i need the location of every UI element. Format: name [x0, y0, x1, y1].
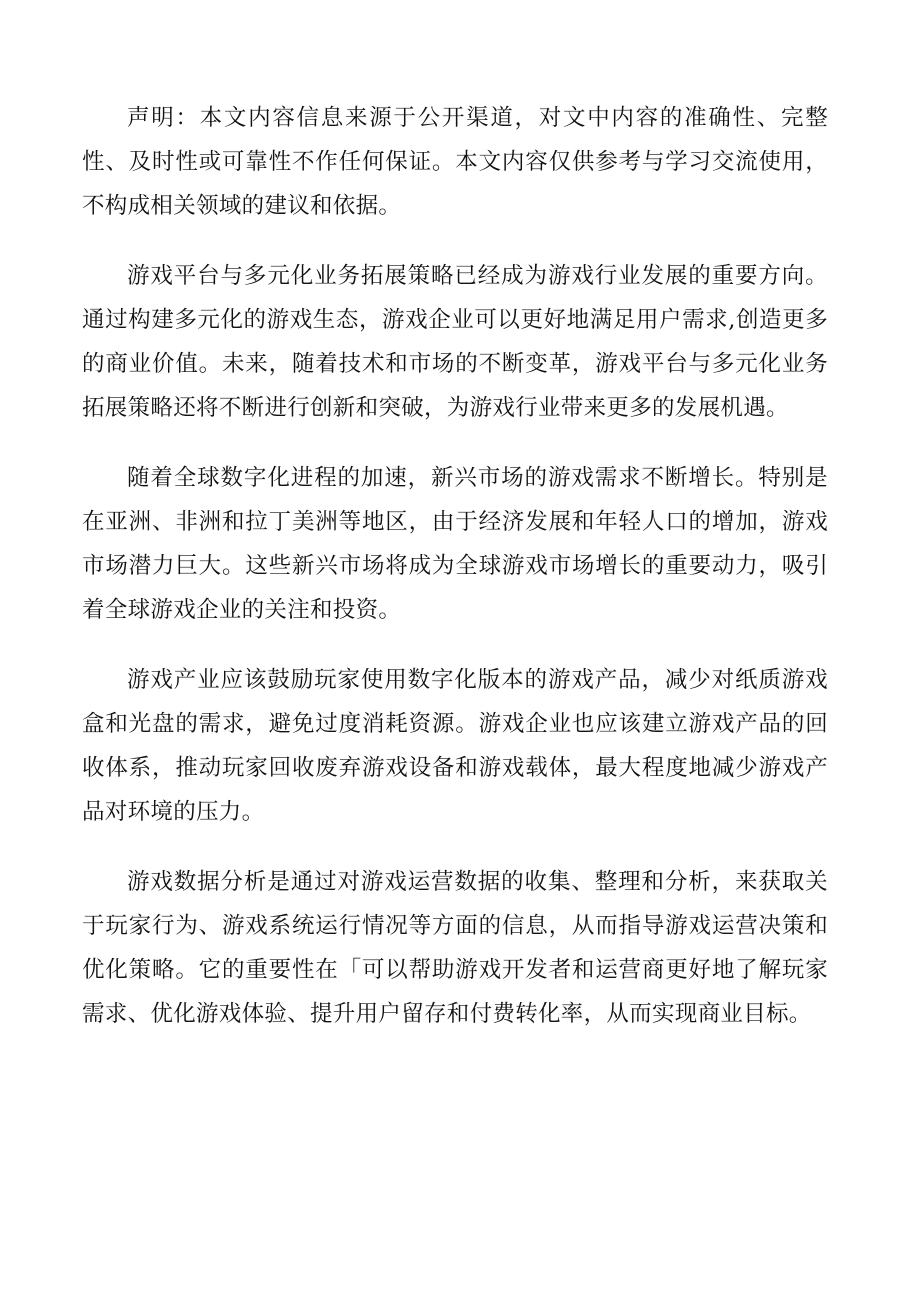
paragraph-disclaimer: 声明：本文内容信息来源于公开渠道，对文中内容的准确性、完整性、及时性或可靠性不作任何保证。本文内容仅供参考与学习交流使用，不构成相关领域的建议和依据。: [82, 105, 828, 219]
paragraph-emerging-markets: 随着全球数字化进程的加速，新兴市场的游戏需求不断增长。特别是在亚洲、非洲和拉丁美洲等地区，由于经济发展和年轻人口的增加，游戏市场潜力巨大。这些新兴市场将成为全球游戏市场增长的重要动力，吸引着全球游戏企业的关注和投资。: [82, 465, 828, 623]
paragraph-data-analysis: 游戏数据分析是通过对游戏运营数据的收集、整理和分析，来获取关于玩家行为、游戏系统运行情况等方面的信息，从而指导游戏运营决策和优化策略。它的重要性在「可以帮助游戏开发者和运营商更好地了解玩家需求、优化游戏体验、提升用户留存和付费转化率，从而实现商业目标。: [82, 869, 828, 1027]
document-body: [82, 96, 828, 1062]
paragraph-digital-recycling: 游戏产业应该鼓励玩家使用数字化版本的游戏产品，减少对纸质游戏盒和光盘的需求，避免过度消耗资源。游戏企业也应该建立游戏产品的回收体系，推动玩家回收废弃游戏设备和游戏载体，最大程度地减少游戏产品对环境的压力。: [82, 667, 828, 825]
paragraph-platform-diversification: 游戏平台与多元化业务拓展策略已经成为游戏行业发展的重要方向。通过构建多元化的游戏生态，游戏企业可以更好地满足用户需求,创造更多的商业价值。未来，随着技术和市场的不断变革，游戏平台与多元化业务拓展策略还将不断进行创新和突破，为游戏行业带来更多的发展机遇。: [82, 263, 828, 421]
